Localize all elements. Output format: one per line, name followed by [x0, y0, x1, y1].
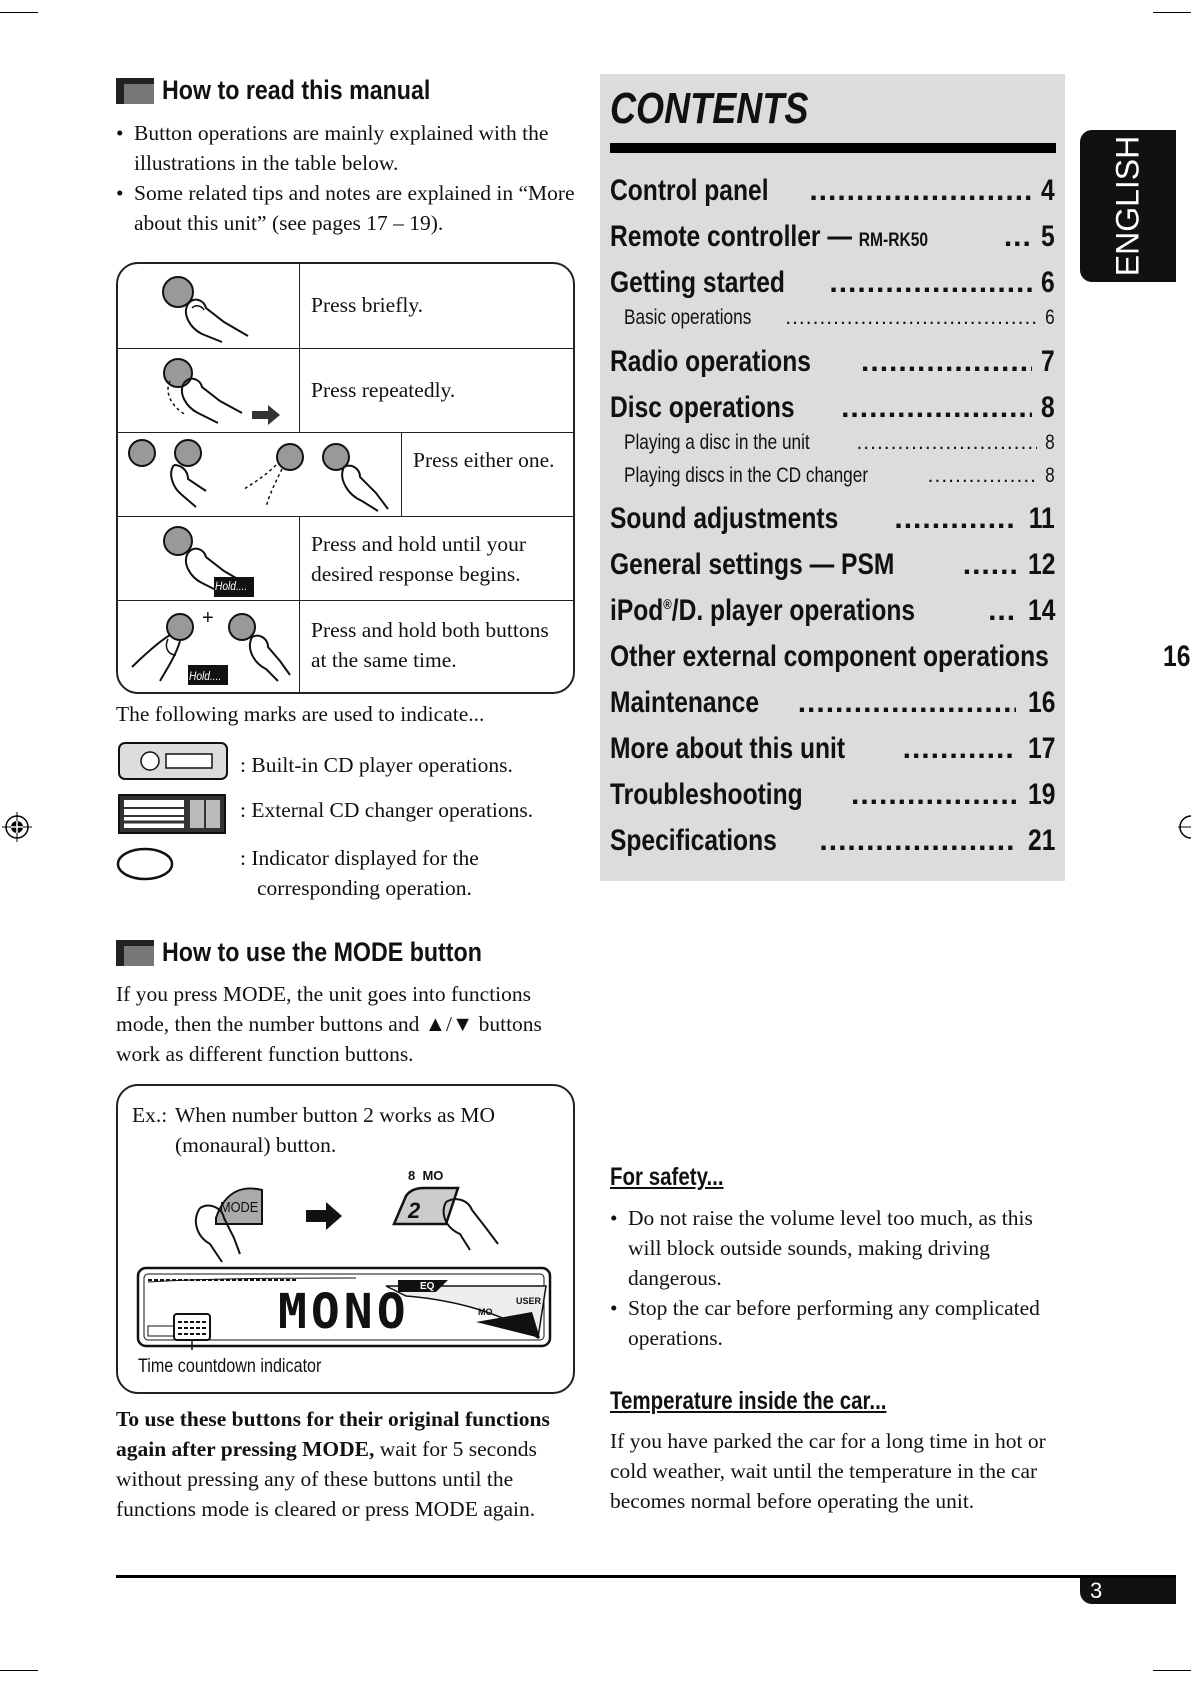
read-manual-title: How to read this manual	[162, 75, 431, 105]
toc-label: More about this unit	[610, 732, 846, 765]
toc-label: Getting started	[610, 266, 785, 299]
mode-key-label: MODE	[220, 1199, 259, 1216]
toc-label: General settings — PSM	[610, 548, 895, 581]
toc-entry[interactable]	[610, 548, 1055, 582]
toc-entry[interactable]	[610, 640, 1191, 674]
list-item: • Some related tips and notes are explained in “More about this unit” (see pages 17 – 19).	[116, 178, 576, 238]
hold-badge: Hold....	[189, 669, 222, 683]
button-operations-table	[116, 262, 575, 694]
cd-changer-icon	[118, 794, 226, 834]
toc-entry[interactable]	[610, 778, 1055, 812]
toc-entry[interactable]	[610, 594, 1055, 628]
toc-page: 11	[1028, 502, 1055, 535]
mode-restore-text	[116, 1404, 576, 1524]
crop-mark	[0, 12, 38, 13]
list-item: • Button operations are mainly explained with the illustrations in the table below.	[116, 118, 576, 178]
press-repeatedly-label: Press repeatedly.	[311, 378, 456, 402]
safety-title: For safety...	[610, 1163, 724, 1191]
toc-label-main: Remote controller —	[610, 220, 859, 253]
toc-label-main: iPod	[610, 594, 664, 627]
section-marker-icon	[116, 78, 154, 104]
section-marker-icon	[116, 940, 154, 966]
toc-page: 17	[1027, 732, 1055, 765]
toc-label: Basic operations	[624, 306, 752, 329]
mode-restore-bold: To use these buttons for their original functions again after pressing MODE,	[116, 1407, 550, 1461]
toc-entry[interactable]	[610, 220, 1055, 254]
mode-example-box	[116, 1084, 575, 1394]
toc-entry[interactable]	[610, 345, 1055, 379]
mode-description: If you press MODE, the unit goes into functions mode, then the number buttons and ▲/▼ buttons work as different function buttons.	[116, 982, 542, 1066]
toc-label-model: RM-RK50	[858, 230, 929, 251]
list-item: • Do not raise the volume level too much, as this will block outside sounds, making driving dangerous.	[610, 1203, 1070, 1293]
language-tab	[1080, 130, 1176, 282]
toc-page: 4	[1041, 174, 1055, 207]
mode-restore-rest: wait for 5 seconds without pressing any of these buttons until the functions mode is cleared or press MODE again.	[116, 1437, 537, 1521]
key-number: 2	[408, 1198, 421, 1223]
temperature-title: Temperature inside the car...	[610, 1387, 887, 1415]
mode-title: How to use the MODE button	[162, 937, 482, 967]
press-briefly-icon	[152, 270, 262, 344]
table-row	[118, 516, 573, 601]
toc-label: Sound adjustments	[610, 502, 839, 535]
toc-label: Troubleshooting	[610, 778, 803, 811]
toc-entry[interactable]	[610, 502, 1055, 536]
toc-page: 6	[1045, 306, 1055, 329]
footer-rule	[116, 1575, 1176, 1578]
example-prefix: Ex.:	[132, 1103, 168, 1127]
toc-label: Disc operations	[610, 391, 795, 424]
press-hold-label: Press and hold until your desired response begins.	[311, 532, 526, 586]
cd-changer-label: : External CD changer operations.	[240, 798, 534, 822]
table-row	[118, 432, 573, 517]
contents-title: CONTENTS	[610, 84, 809, 133]
list-item: • Stop the car before performing any complicated operations.	[610, 1293, 1070, 1353]
toc-label-rest: /D. player operations	[671, 594, 916, 627]
toc-label: Other external component operations	[610, 640, 1049, 673]
toc-subentry[interactable]	[624, 306, 1055, 330]
builtin-cd-icon	[118, 742, 228, 780]
toc-page: 12	[1027, 548, 1055, 581]
toc-page: 8	[1045, 464, 1055, 487]
indicator-label: : Indicator displayed for the corresponding operation.	[240, 846, 479, 900]
toc-page: 8	[1041, 391, 1055, 424]
mode-heading	[116, 937, 534, 968]
contents-rule	[610, 143, 1056, 153]
toc-page: 6	[1041, 266, 1055, 299]
toc-page: 14	[1027, 594, 1055, 627]
marks-intro: The following marks are used to indicate...	[116, 702, 485, 726]
language-tab-label: ENGLISH	[1109, 135, 1146, 277]
toc-entry[interactable]	[610, 686, 1055, 720]
temperature-text: If you have parked the car for a long time in hot or cold weather, wait until the temperature in the car becomes normal before operating the unit.	[610, 1429, 1046, 1513]
crop-mark	[1153, 12, 1191, 13]
toc-entry[interactable]	[610, 174, 1055, 208]
example-text: When number button 2 works as MO (monaural) button.	[175, 1103, 496, 1157]
safety-bullets	[610, 1203, 1070, 1353]
mode-button-illustration	[166, 1178, 506, 1268]
toc-page: 21	[1027, 824, 1055, 857]
toc-label: Radio operations	[610, 345, 811, 378]
countdown-label: Time countdown indicator	[138, 1356, 322, 1377]
crop-mark	[0, 1670, 38, 1671]
toc-entry[interactable]	[610, 266, 1055, 300]
user-label: USER	[516, 1296, 542, 1306]
toc-page: 8	[1045, 431, 1055, 454]
eq-label: EQ	[420, 1281, 435, 1292]
builtin-cd-label: : Built-in CD player operations.	[240, 753, 513, 777]
toc-label: Playing discs in the CD changer	[624, 464, 869, 487]
read-manual-heading	[116, 75, 474, 106]
crop-mark	[1153, 1670, 1191, 1671]
indicator-oval-icon	[116, 846, 174, 882]
table-row	[118, 264, 573, 348]
press-hold-both-label: Press and hold both buttons at the same time.	[311, 618, 549, 672]
toc-entry[interactable]	[610, 824, 1055, 858]
display-text: MONO	[278, 1284, 410, 1340]
press-briefly-label: Press briefly.	[311, 293, 424, 317]
toc-page: 16	[1163, 640, 1191, 673]
table-row	[118, 600, 573, 693]
toc-label: Playing a disc in the unit	[624, 431, 810, 454]
toc-label: Maintenance	[610, 686, 760, 719]
toc-subentry[interactable]	[624, 431, 1055, 455]
press-either-label: Press either one.	[413, 448, 555, 472]
toc-label: Control panel	[610, 174, 769, 207]
plus-sign: +	[202, 607, 214, 629]
key-top-label: 8 MO	[408, 1168, 444, 1183]
toc-entry[interactable]	[610, 732, 1055, 766]
registration-mark-icon	[2, 812, 32, 842]
read-manual-bullets	[116, 118, 576, 238]
hold-badge: Hold....	[215, 579, 248, 593]
toc-subentry[interactable]	[624, 464, 1055, 488]
table-row	[118, 348, 573, 433]
toc-page: 16	[1027, 686, 1055, 719]
mo-label: MO	[478, 1307, 493, 1317]
toc-page: 5	[1041, 220, 1055, 253]
press-either-icon	[126, 435, 396, 515]
registration-mark-icon	[1174, 812, 1191, 842]
page-number: 3	[1090, 1578, 1103, 1603]
toc-entry[interactable]	[610, 391, 1055, 425]
toc-label	[610, 594, 915, 628]
toc-label	[610, 220, 928, 254]
toc-page: 19	[1027, 778, 1055, 811]
toc-label: Specifications	[610, 824, 777, 857]
press-repeatedly-icon	[152, 353, 292, 431]
toc-page: 7	[1041, 345, 1055, 378]
registered-mark: ®	[663, 596, 672, 612]
